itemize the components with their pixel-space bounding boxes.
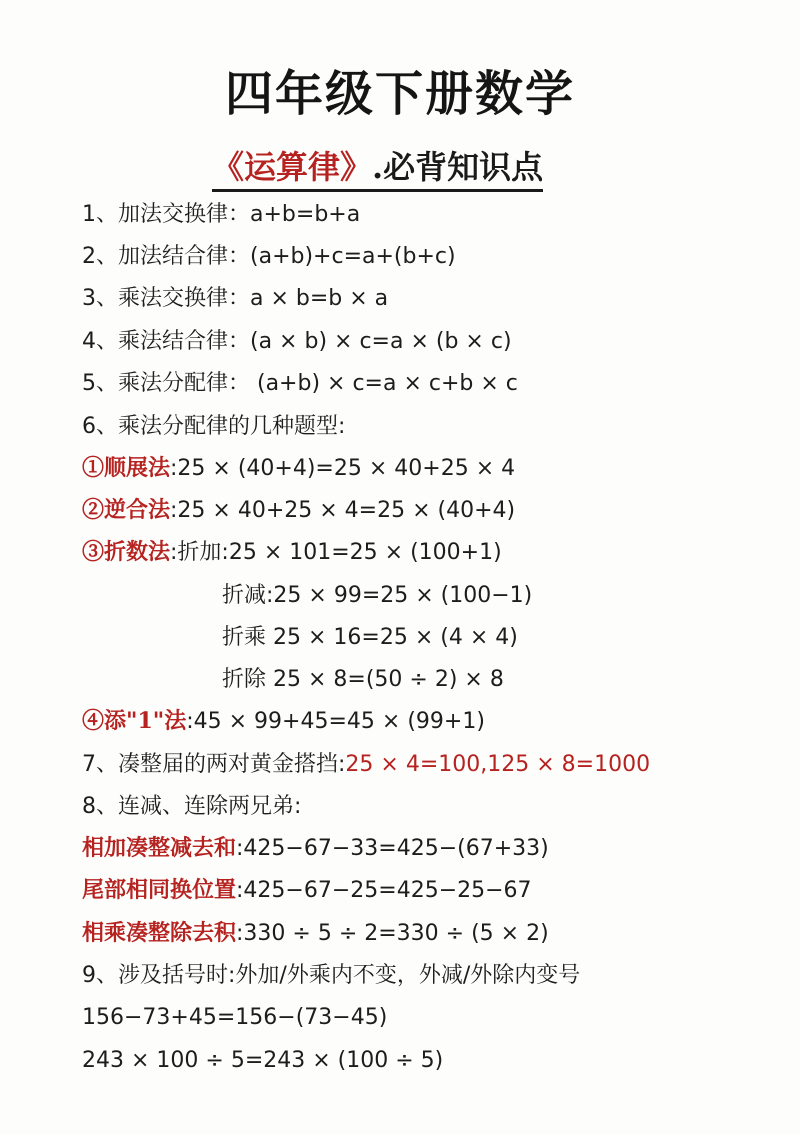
- example-line-2: [82, 1043, 443, 1077]
- law-formula: (a × b) × c=a × (b × c): [250, 329, 512, 354]
- rule-line-3: [82, 916, 549, 950]
- method-label: ④添"1"法: [82, 708, 187, 734]
- rule-formula: :330 ÷ 5 ÷ 2=330 ÷ (5 × 2): [236, 921, 549, 946]
- method-formula: :25 × 40+25 × 4=25 × (40+4): [170, 498, 516, 523]
- method-label: ③折数法: [82, 539, 171, 565]
- section-heading-text: 6、乘法分配律的几种题型:: [82, 414, 346, 439]
- subtitle-rest: .必背知识点: [372, 148, 544, 186]
- method-formula: 折减:25 × 99=25 × (100−1): [222, 583, 533, 608]
- page-title: 四年级下册数学: [224, 66, 575, 122]
- rule-label: 相加凑整减去和: [82, 835, 237, 861]
- law-label: 5、乘法分配律：: [82, 371, 250, 396]
- method-zheshu-jian: [222, 578, 532, 612]
- method-shunzhan: [82, 451, 515, 485]
- subtitle-highlight: 《运算律》: [212, 148, 373, 186]
- example-line-1: [82, 1000, 387, 1034]
- law-line-4: [82, 324, 512, 358]
- method-formula: :折加:25 × 101=25 × (100+1): [170, 540, 502, 565]
- method-formula: 折乘 25 × 16=25 × (4 × 4): [222, 625, 518, 650]
- example-formula: 243 × 100 ÷ 5=243 × (100 ÷ 5): [82, 1048, 444, 1073]
- rule-label: 相乘凑整除去积: [82, 920, 237, 946]
- section9-heading: [82, 958, 580, 992]
- method-formula: :25 × (40+4)=25 × 40+25 × 4: [170, 456, 516, 481]
- rule-formula: :425−67−25=425−25−67: [236, 878, 532, 903]
- section-heading-text: 7、凑整届的两对黄金搭挡:: [82, 752, 346, 777]
- section-heading-text: 9、涉及括号时:外加/外乘内不变，外减/外除内变号: [82, 963, 581, 988]
- example-formula: 156−73+45=156−(73−45): [82, 1005, 388, 1030]
- law-line-3: [82, 281, 388, 315]
- method-zheshu-chu: [222, 662, 504, 696]
- method-tian1: [82, 704, 485, 738]
- section8-heading: [82, 789, 301, 823]
- law-formula: a+b=b+a: [250, 202, 361, 227]
- law-label: 3、乘法交换律：: [82, 286, 250, 311]
- law-label: 2、加法结合律：: [82, 244, 250, 269]
- law-formula: (a+b)+c=a+(b+c): [250, 244, 456, 269]
- golden-pair-formula: 25 × 4=100,125 × 8=1000: [345, 752, 651, 777]
- method-nihe: [82, 493, 515, 527]
- law-label: 1、加法交换律：: [82, 202, 250, 227]
- method-label: ②逆合法: [82, 497, 171, 523]
- section7-line: [82, 747, 650, 781]
- method-label: ①顺展法: [82, 455, 171, 481]
- method-formula: 折除 25 × 8=(50 ÷ 2) × 8: [222, 667, 504, 692]
- law-formula: (a+b) × c=a × c+b × c: [250, 371, 518, 396]
- method-zheshu-cheng: [222, 620, 518, 654]
- law-line-5: [82, 366, 518, 400]
- rule-line-2: [82, 873, 532, 907]
- method-formula: :45 × 99+45=45 × (99+1): [186, 709, 485, 734]
- law-line-1: [82, 197, 360, 231]
- law-formula: a × b=b × a: [250, 286, 389, 311]
- rule-label: 尾部相同换位置: [82, 877, 237, 903]
- law-label: 4、乘法结合律：: [82, 329, 250, 354]
- page-subtitle: [212, 146, 543, 192]
- rule-line-1: [82, 831, 549, 865]
- method-zheshu: [82, 535, 502, 569]
- law-line-2: [82, 239, 456, 273]
- section6-heading: [82, 409, 345, 443]
- section-heading-text: 8、连减、连除两兄弟:: [82, 794, 302, 819]
- rule-formula: :425−67−33=425−(67+33): [236, 836, 549, 861]
